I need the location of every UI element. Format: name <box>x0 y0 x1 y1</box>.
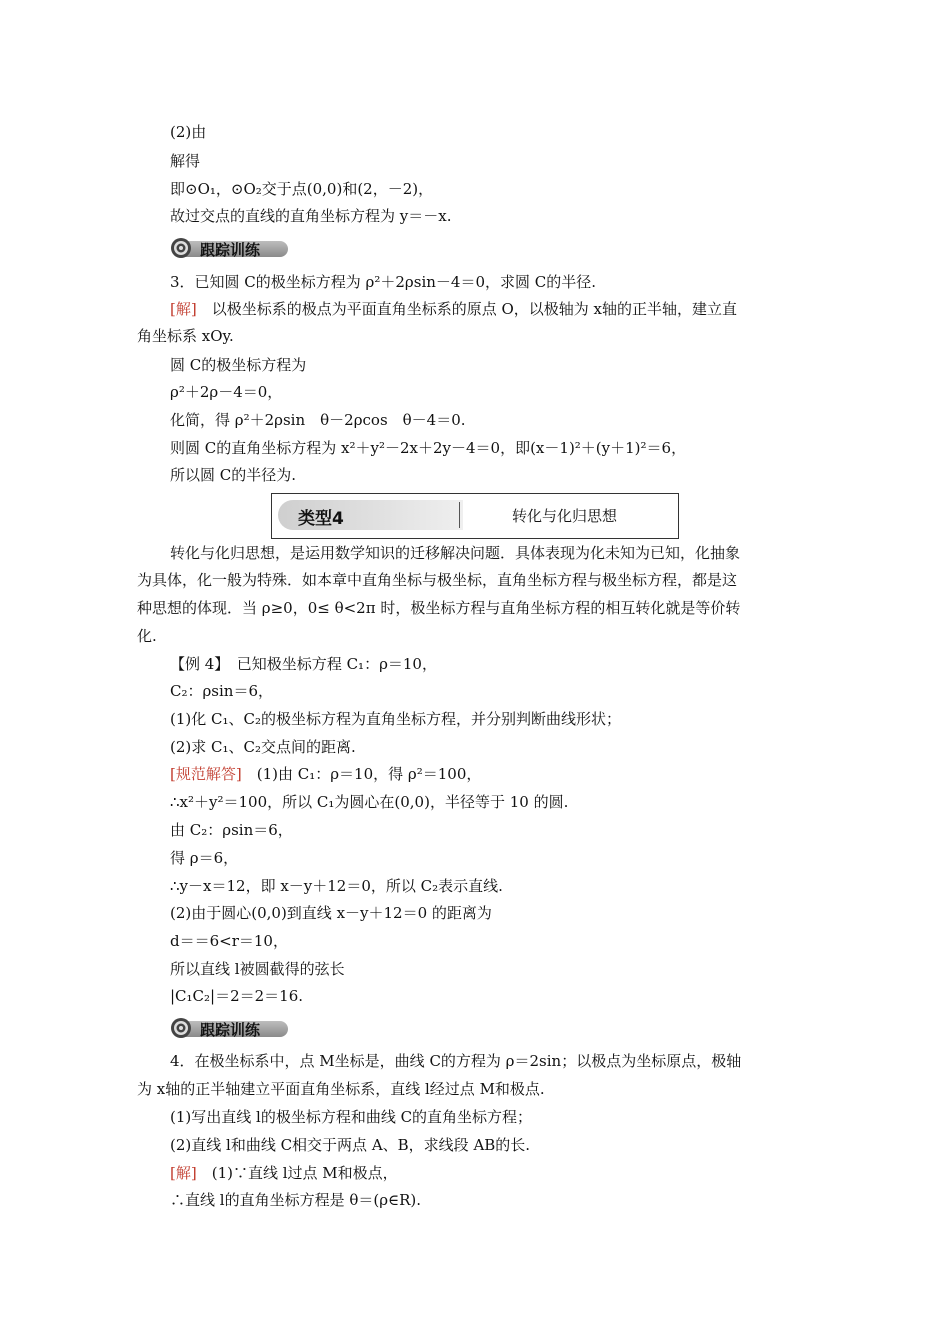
answer-line: [解] (1)∵直线 l过点 M和极点， <box>170 1164 398 1182</box>
paragraph-line: 种思想的体现．当 ρ≥0，0≤ θ<2π 时，极坐标方程与直角坐标方程的相互转化就是等价转 <box>137 599 741 617</box>
standard-solution-tag: [规范解答] <box>170 765 242 783</box>
question-3: 3．已知圆 C的极坐标方程为 ρ²＋2ρsin－4＝0，求圆 C的半径. <box>170 273 597 291</box>
section-title: 转化与化归思想 <box>512 507 618 525</box>
text-line: (2)直线 l和曲线 C相交于两点 A、B，求线段 AB的长. <box>170 1136 531 1154</box>
tracking-practice-badge <box>170 237 288 259</box>
text-line: 为 x轴的正半轴建立平面直角坐标系，直线 l经过点 M和极点. <box>137 1080 545 1098</box>
text-line: 即⊙O₁，⊙O₂交于点(0,0)和(2，－2)， <box>170 180 434 198</box>
text-line: C₂：ρsin＝6， <box>170 682 274 700</box>
example-4-heading: 【例 4】 已知极坐标方程 C₁：ρ＝10， <box>170 655 437 673</box>
paragraph-line: 转化与化归思想，是运用数学知识的迁移解决问题．具体表现为化未知为已知，化抽象 <box>170 544 741 562</box>
tracking-practice-badge <box>170 1017 288 1039</box>
text-line: 所以圆 C的半径为. <box>170 466 297 484</box>
answer-line: [解] 以极坐标系的极点为平面直角坐标系的原点 O，以极轴为 x轴的正半轴，建立直 <box>170 300 738 318</box>
text-line: 则圆 C的直角坐标方程为 x²＋y²－2x＋2y－4＝0，即(x－1)²＋(y＋1)²＝6， <box>170 439 687 457</box>
text-line: ∴直线 l的直角坐标方程是 θ＝(ρ∈R). <box>170 1191 422 1209</box>
text-line: ∴x²＋y²＝100，所以 C₁为圆心在(0,0)，半径等于 10 的圆. <box>170 793 569 811</box>
question-4: 4．在极坐标系中，点 M坐标是，曲线 C的方程为 ρ＝2sin；以极点为坐标原点，极轴 <box>170 1052 742 1070</box>
text-line: (2)求 C₁、C₂交点间的距离. <box>170 738 356 756</box>
solution-tag: [解] <box>170 1164 197 1182</box>
text-line: 得 ρ＝6， <box>170 849 239 867</box>
text-line: 化简，得 ρ²＋2ρsin θ－2ρcos θ－4＝0. <box>170 411 466 429</box>
text-line: |C₁C₂|＝2＝2＝16. <box>170 987 304 1005</box>
text-line: d＝＝6<r＝10， <box>170 932 288 950</box>
text-line: (1)写出直线 l的极坐标方程和曲线 C的直角坐标方程； <box>170 1108 533 1126</box>
section-header-type4 <box>271 493 679 539</box>
text-line: (1)化 C₁、C₂的极坐标方程为直角坐标方程，并分别判断曲线形状； <box>170 710 621 728</box>
text-line: 故过交点的直线的直角坐标方程为 y＝－x. <box>170 207 452 225</box>
text-line: 由 C₂：ρsin＝6， <box>170 821 293 839</box>
type-tab-label: 类型4 <box>298 509 344 529</box>
solution-line: [规范解答] (1)由 C₁：ρ＝10，得 ρ²＝100， <box>170 765 482 783</box>
text-line: ρ²＋2ρ－4＝0， <box>170 383 283 401</box>
text-line: (2)由 <box>170 123 207 141</box>
paragraph-line: 化. <box>137 627 157 645</box>
text-line: 角坐标系 xOy. <box>137 327 234 345</box>
badge-label: 跟踪训练 <box>200 1021 261 1039</box>
text-line: ∴y－x＝12，即 x－y＋12＝0，所以 C₂表示直线. <box>170 877 503 895</box>
target-icon <box>170 237 192 259</box>
text-line: 解得 <box>170 152 201 170</box>
text-line: 圆 C的极坐标方程为 <box>170 356 307 374</box>
solution-tag: [解] <box>170 300 197 318</box>
text-line: (2)由于圆心(0,0)到直线 x－y＋12＝0 的距离为 <box>170 904 492 922</box>
badge-label: 跟踪训练 <box>200 241 261 259</box>
paragraph-line: 为具体，化一般为特殊．如本章中直角坐标与极坐标，直角坐标方程与极坐标方程，都是这 <box>137 571 738 589</box>
target-icon <box>170 1017 192 1039</box>
text-line: 所以直线 l被圆截得的弦长 <box>170 960 345 978</box>
